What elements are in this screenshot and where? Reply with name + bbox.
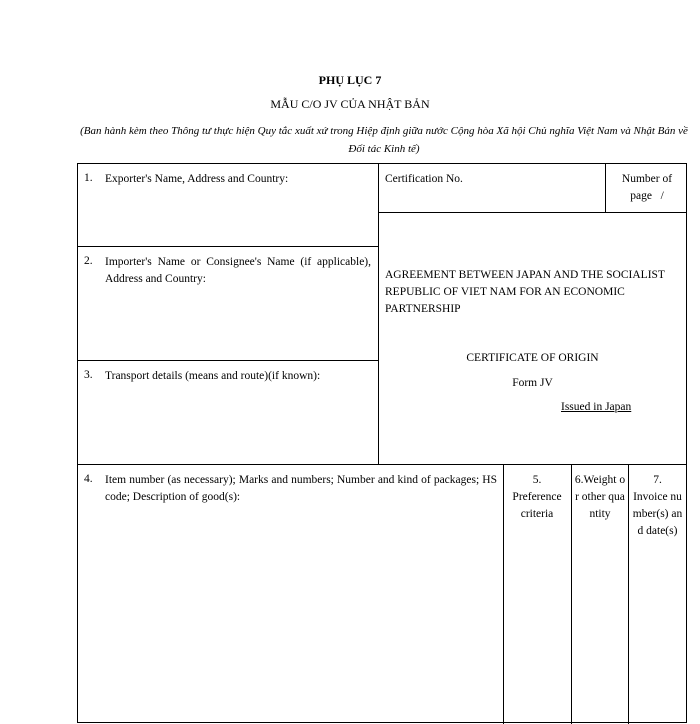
col7-divider [628,464,629,724]
box1-number: 1. [84,172,93,184]
page-slash: / [660,190,664,202]
form-subtitle: MẪU C/O JV CỦA NHẬT BẢN [270,97,430,111]
appendix-title: PHỤ LỤC 7 [318,73,382,87]
issuance-note: (Ban hành kèm theo Thông tư thực hiện Quy tắc xuất xứ trong Hiệp định giữa nước Cộng hòa Xã hội Chủ nghĩa Việt Nam và Nhật Bản về Đối tác Kinh tế) [80,125,688,155]
certificate-of-origin-title: CERTIFICATE OF ORIGIN [466,352,599,364]
items-top-line [77,464,687,465]
agreement-title: AGREEMENT BETWEEN JAPAN AND THE SOCIALIST REPUBLIC OF VIET NAM FOR AN ECONOMIC PARTNERSHIP [385,269,665,315]
certification-no-label: Certification No. [385,173,463,185]
cert-row-line [378,212,687,213]
box5-number: 5. [532,474,542,486]
form-jv-label: Form JV [512,377,553,389]
col6-divider [571,464,572,724]
col5-divider [503,464,504,724]
box2-number: 2. [84,255,93,267]
box6-label: 6.Weight or other quantity [574,474,626,520]
box5-label: Preference criteria [512,491,562,520]
box1-bottom-line [77,246,378,247]
number-of-page-label [607,171,687,205]
certificate-form [77,163,687,723]
box2-bottom-line [77,360,378,361]
box4-number: 4. [84,473,93,485]
issued-in-label: Issued in Japan [561,401,632,413]
box1-label: Exporter's Name, Address and Country: [105,173,289,185]
upper-divider [378,163,379,464]
box7-label: Invoice number(s) and date(s) [632,491,683,537]
box7-number: 7. [653,474,662,486]
page-box-divider [605,163,606,212]
box3-label: Transport details (means and route)(if known): [105,370,321,382]
number-of-page-text: Number of page [621,173,673,202]
box2-label: Importer's Name or Consignee's Name (if applicable), Address and Country: [105,256,371,285]
box3-number: 3. [84,369,93,381]
box4-label: Item number (as necessary); Marks and numbers; Number and kind of packages; HS code; Description of good(s): [105,474,497,503]
